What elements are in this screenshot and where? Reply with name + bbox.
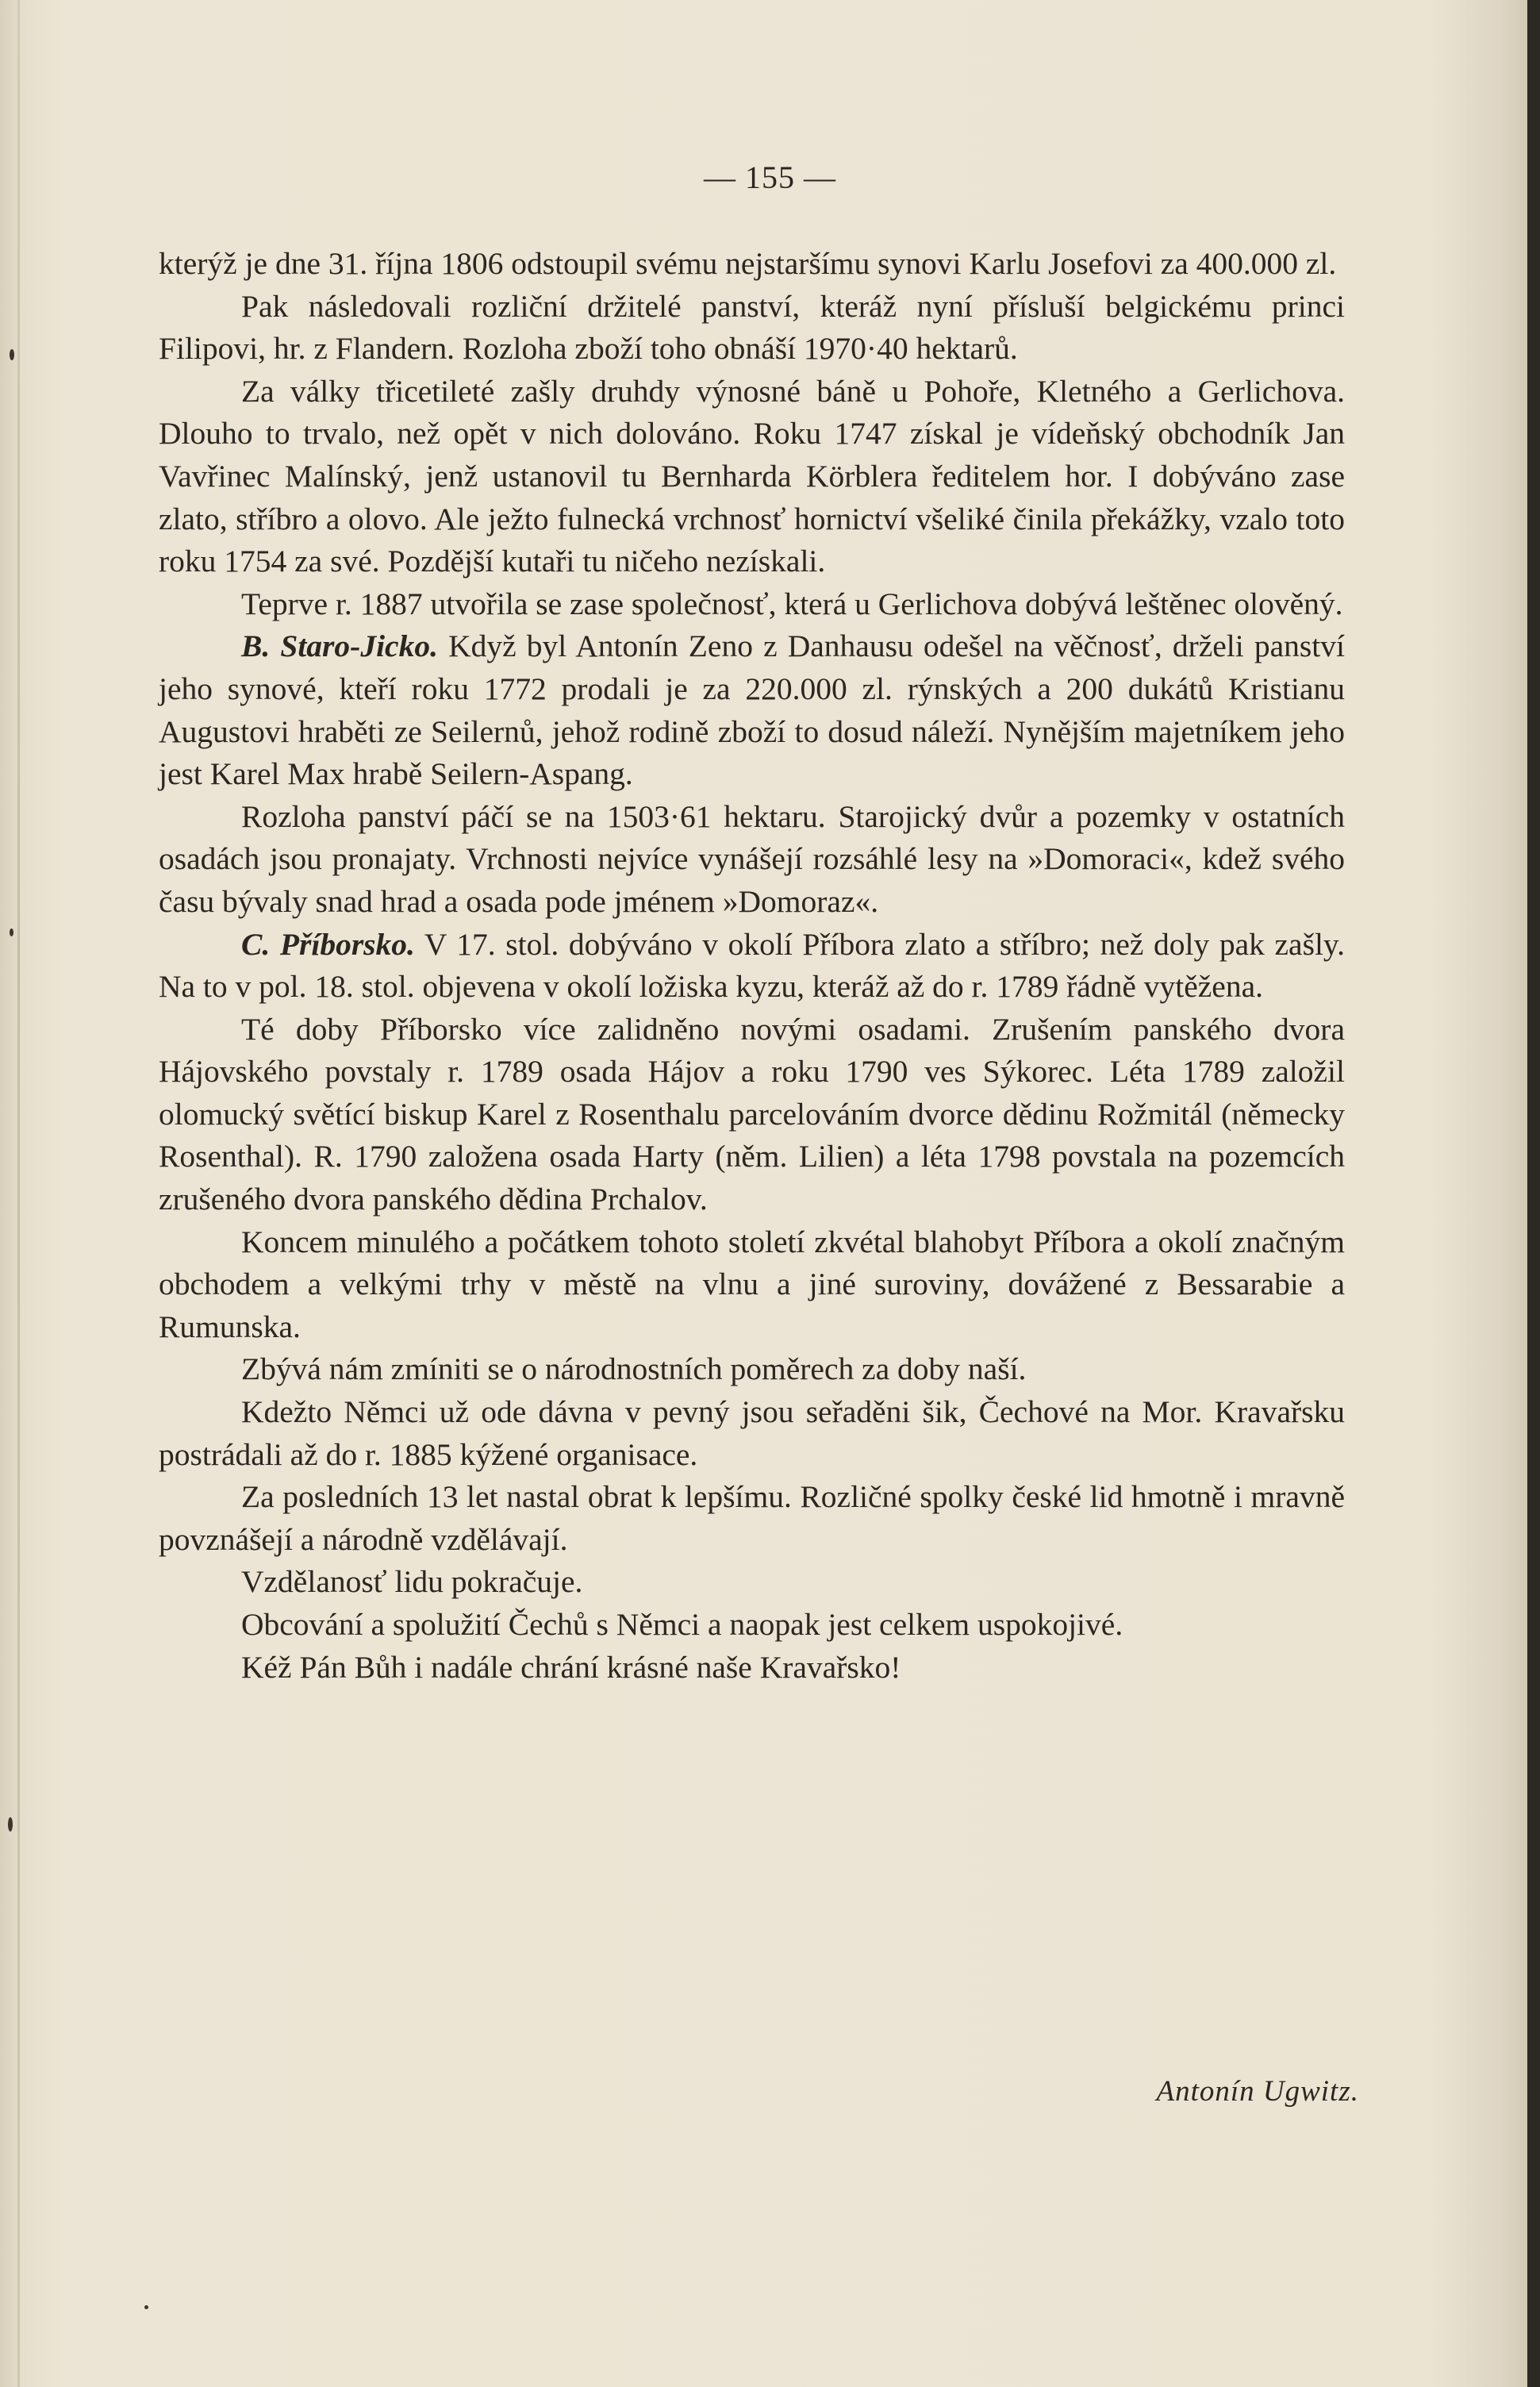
paragraph: Teprve r. 1887 utvořila se zase společnosť, která u Gerlichova dobývá leštěnec olověný. xyxy=(241,586,1343,621)
paragraph: Kdežto Němci už ode dávna v pevný jsou seřaděni šik, Čechové na Mor. Kravařsku postrádali až do r. 1885 kýžené organisace. xyxy=(159,1394,1345,1472)
ink-speck xyxy=(144,2305,148,2309)
paragraph-text: Když byl Antonín Zeno z Danhausu odešel na věčnosť, drželi panství jeho synové, kteří roku 1772 prodali je za 220.000 zl. rýnských a 200 dukátů Kristianu Augustovi hraběti ze Seilernů, jehož rodině zboží to dosud náleží. Nynějším majetníkem jeho jest Karel Max hrabě Seilern-Aspang. xyxy=(159,628,1345,792)
gutter-shadow xyxy=(17,0,20,2387)
ink-speck xyxy=(10,928,13,936)
paragraph: Vzdělanosť lidu pokračuje. xyxy=(241,1564,583,1600)
scan-edge xyxy=(1527,0,1540,2387)
paragraph-with-section-head xyxy=(159,924,1345,1009)
paragraph: Za posledních 13 let nastal obrat k lepšímu. Rozličné spolky české lid hmotně i mravně povznášejí a národně vzdělávají. xyxy=(159,1479,1345,1557)
author-signature: Antonín Ugwitz. xyxy=(1156,2075,1359,2108)
paragraph: Kéž Pán Bůh i nadále chrání krásné naše Kravařsko! xyxy=(241,1649,901,1685)
paragraph: Koncem minulého a počátkem tohoto století zkvétal blahobyt Příbora a okolí značným obchodem a velkými trhy v městě na vlnu a jiné suroviny, dovážené z Bessarabie a Rumunska. xyxy=(159,1224,1345,1344)
paragraph: Obcování a spolužití Čechů s Němci a naopak jest celkem uspokojivé. xyxy=(241,1607,1123,1642)
paragraph: Za války třicetileté zašly druhdy výnosné báně u Pohoře, Kletného a Gerlichova. Dlouho to trvalo, než opět v nich dolováno. Roku 1747 získal je vídeňský obchodník Jan Vavřinec Malínský, jenž ustanovil tu Bernharda Körblera ředitelem hor. I dobýváno zase zlato, stříbro a olovo. Ale ježto fulnecká vrchnosť hornictví všeliké činila překážky, vzalo toto roku 1754 za své. Pozdější kutaři tu ničeho nezískali. xyxy=(159,373,1345,579)
paragraph-text: V 17. stol. dobýváno v okolí Příbora zlato a stříbro; než doly pak zašly. Na to v pol. 18. stol. objevena v okolí ložiska kyzu, kteráž až do r. 1789 řádně vytěžena. xyxy=(159,926,1345,1005)
paragraph: Pak následovali rozliční držitelé panství, kteráž nyní přísluší belgickému princi Filipovi, hr. z Flandern. Rozloha zboží toho obnáší 1970·40 hektarů. xyxy=(159,288,1345,367)
paragraph: Té doby Příborsko více zalidněno novými osadami. Zrušením panského dvora Hájovského povstaly r. 1789 osada Hájov a roku 1790 ves Sýkorec. Léta 1789 založil olomucký světící biskup Karel z Rosenthalu parcelováním dvorce dědinu Rožmitál (německy Rosenthal). R. 1790 založena osada Harty (něm. Lilien) a léta 1798 povstala na pozemcích zrušeného dvora panského dědina Prchalov. xyxy=(159,1011,1345,1217)
paragraph: Rozloha panství páčí se na 1503·61 hektaru. Starojický dvůr a pozemky v ostatních osadách jsou pronajaty. Vrchnosti nejvíce vynášejí rozsáhlé lesy na »Domoraci«, kdež svého času bývaly snad hrad a osada pode jménem »Domoraz«. xyxy=(159,798,1345,919)
ink-speck xyxy=(10,349,14,360)
paragraph: kterýž je dne 31. října 1806 odstoupil svému nejstaršímu synovi Karlu Josefovi za 400.000 zl. xyxy=(159,246,1337,281)
ink-speck xyxy=(8,1817,13,1832)
page-number: — 155 — xyxy=(704,160,836,195)
section-head-priborsko: C. Příborsko. xyxy=(241,926,415,962)
section-head-staro-jicko: B. Staro-Jicko. xyxy=(241,628,438,664)
paragraph: Zbývá nám zmíniti se o národnostních poměrech za doby naší. xyxy=(241,1351,1027,1387)
body-text xyxy=(159,243,1345,1689)
paragraph-with-section-head xyxy=(159,625,1345,795)
